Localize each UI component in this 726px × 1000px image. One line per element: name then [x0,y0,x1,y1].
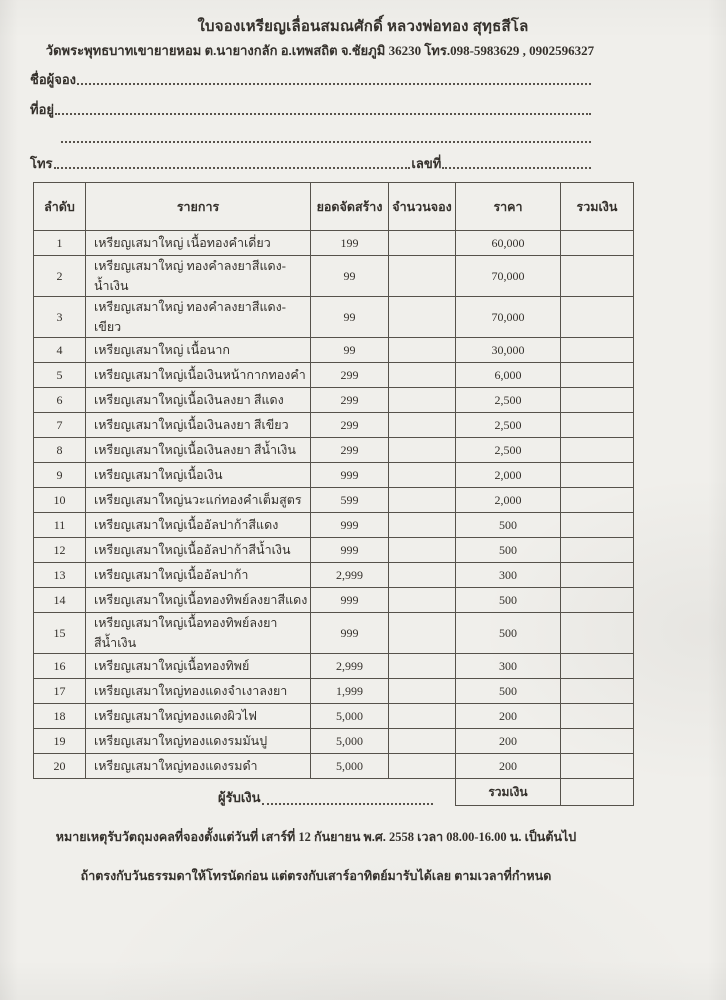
table-row [34,563,634,588]
phone-writein-line [54,167,411,169]
cell-item: เหรียญเสมาใหญ่เนื้ออัลปาก้าสีแดง [86,513,311,538]
cell-total [561,729,634,754]
cell-price: 200 [456,704,561,729]
table-row [34,463,634,488]
table-row [34,729,634,754]
cell-booked-qty [389,413,456,438]
cell-item: เหรียญเสมาใหญ่เนื้อทองทิพย์ [86,654,311,679]
cell-price: 200 [456,729,561,754]
cell-made-qty: 2,999 [311,563,389,588]
cell-index: 2 [34,256,86,297]
orderer-address-writein-line [55,113,591,115]
cell-price: 300 [456,654,561,679]
cell-booked-qty [389,363,456,388]
cell-price: 500 [456,513,561,538]
cell-booked-qty [389,654,456,679]
cell-total [561,438,634,463]
pickup-note: หมายเหตุรับวัตถุมงคลที่จองตั้งแต่วันที่ เสาร์ที่ 12 กันยายน พ.ศ. 2558 เวลา 08.00-16.00 น. เป็นต้นไป [55,830,577,844]
cell-total [561,563,634,588]
cell-index: 19 [34,729,86,754]
cell-index: 3 [34,297,86,338]
cell-item: เหรียญเสมาใหญ่ เนื้อทองคำเดี่ยว [86,231,311,256]
cell-item: เหรียญเสมาใหญ่เนื้ออัลปาก้าสีน้ำเงิน [86,538,311,563]
cell-made-qty: 599 [311,488,389,513]
temple-address-line: วัดพระพุทธบาทเขายายหอม ต.นายางกลัก อ.เทพสถิต จ.ชัยภูมิ 36230 โทร.098-5983629 , 0902596327 [45,43,595,58]
cell-item: เหรียญเสมาใหญ่ทองแดงจำเงาลงยา [86,679,311,704]
cell-item: เหรียญเสมาใหญ่นวะแก่ทองคำเต็มสูตร [86,488,311,513]
cell-index: 16 [34,654,86,679]
cell-index: 4 [34,338,86,363]
orderer-name-writein-line [77,83,591,85]
cell-booked-qty [389,563,456,588]
cell-index: 7 [34,413,86,438]
cell-index: 6 [34,388,86,413]
cell-booked-qty [389,729,456,754]
table-row [34,413,634,438]
col-header-price: ราคา [456,183,561,231]
cell-made-qty: 999 [311,588,389,613]
cell-price: 2,500 [456,388,561,413]
cell-made-qty: 5,000 [311,704,389,729]
cell-made-qty: 199 [311,231,389,256]
cell-booked-qty [389,488,456,513]
weekday-note: ถ้าตรงกับวันธรรมดาให้โทรนัดก่อน แต่ตรงกับเสาร์อาทิตย์มารับได้เลย ตามเวลาที่กำหนด [80,869,552,883]
cell-item: เหรียญเสมาใหญ่เนื้อทองทิพย์ลงยาสีน้ำเงิน [86,613,311,654]
cell-price: 30,000 [456,338,561,363]
cell-price: 500 [456,679,561,704]
cell-total [561,588,634,613]
table-row [34,654,634,679]
cell-made-qty: 299 [311,363,389,388]
col-header-total: รวมเงิน [561,183,634,231]
table-row [34,231,634,256]
table-row [34,338,634,363]
cell-price: 2,000 [456,488,561,513]
cell-item: เหรียญเสมาใหญ่เนื้อเงินลงยา สีเขียว [86,413,311,438]
cell-item: เหรียญเสมาใหญ่เนื้อทองทิพย์ลงยาสีแดง [86,588,311,613]
table-row [34,513,634,538]
table-row [34,297,634,338]
cell-made-qty: 299 [311,413,389,438]
cell-made-qty: 5,000 [311,754,389,779]
money-receiver-label: ผู้รับเงิน [218,790,261,805]
cell-index: 12 [34,538,86,563]
cell-price: 6,000 [456,363,561,388]
cell-booked-qty [389,463,456,488]
cell-item: เหรียญเสมาใหญ่เนื้อเงิน [86,463,311,488]
cell-made-qty: 999 [311,613,389,654]
cell-made-qty: 2,999 [311,654,389,679]
cell-index: 1 [34,231,86,256]
cell-made-qty: 5,000 [311,729,389,754]
cell-item: เหรียญเสมาใหญ่ ทองคำลงยาสีแดง-น้ำเงิน [86,256,311,297]
table-row [34,438,634,463]
grand-total-value [561,779,634,806]
cell-made-qty: 99 [311,256,389,297]
cell-booked-qty [389,588,456,613]
cell-item: เหรียญเสมาใหญ่เนื้ออัลปาก้า [86,563,311,588]
cell-booked-qty [389,231,456,256]
cell-total [561,338,634,363]
cell-booked-qty [389,613,456,654]
cell-total [561,256,634,297]
order-table [33,182,634,806]
cell-index: 9 [34,463,86,488]
cell-index: 17 [34,679,86,704]
cell-total [561,513,634,538]
table-row [34,754,634,779]
cell-booked-qty [389,704,456,729]
grand-total-label: รวมเงิน [456,779,561,806]
cell-made-qty: 999 [311,463,389,488]
cell-booked-qty [389,679,456,704]
cell-booked-qty [389,338,456,363]
cell-total [561,679,634,704]
cell-booked-qty [389,513,456,538]
phone-label: โทร [30,156,53,172]
cell-booked-qty [389,388,456,413]
cell-made-qty: 99 [311,297,389,338]
form-title: ใบจองเหรียญเลื่อนสมณศักดิ์ หลวงพ่อทอง สุทฺธสีโล [197,19,529,35]
cell-item: เหรียญเสมาใหญ่ทองแดงผิวไฟ [86,704,311,729]
table-row [34,256,634,297]
cell-made-qty: 1,999 [311,679,389,704]
cell-booked-qty [389,438,456,463]
cell-total [561,538,634,563]
orderer-address-label: ที่อยู่ [30,102,54,118]
phone-field [30,150,592,172]
doc-number-label: เลขที่ [411,156,442,172]
col-header-booked: จำนวนจอง [389,183,456,231]
cell-price: 300 [456,563,561,588]
cell-total [561,388,634,413]
cell-item: เหรียญเสมาใหญ่ ทองคำลงยาสีแดง-เขียว [86,297,311,338]
cell-made-qty: 299 [311,438,389,463]
cell-booked-qty [389,538,456,563]
cell-index: 14 [34,588,86,613]
cell-index: 5 [34,363,86,388]
cell-item: เหรียญเสมาใหญ่ทองแดงรมดำ [86,754,311,779]
cell-total [561,363,634,388]
cell-index: 13 [34,563,86,588]
cell-price: 70,000 [456,256,561,297]
table-row [34,704,634,729]
order-table-header [34,183,634,231]
orderer-name-field [30,66,592,88]
col-header-made: ยอดจัดสร้าง [311,183,389,231]
address-continuation-writein-line [61,141,591,143]
cell-price: 60,000 [456,231,561,256]
cell-price: 2,500 [456,438,561,463]
address-continuation-field [60,124,592,146]
money-receiver-field [218,786,434,808]
cell-total [561,463,634,488]
cell-item: เหรียญเสมาใหญ่เนื้อเงินลงยา สีน้ำเงิน [86,438,311,463]
cell-index: 10 [34,488,86,513]
orderer-address-field [30,96,592,118]
order-table-body [34,231,634,779]
cell-item: เหรียญเสมาใหญ่ทองแดงรมมันปู [86,729,311,754]
cell-index: 8 [34,438,86,463]
table-row [34,538,634,563]
cell-booked-qty [389,256,456,297]
money-receiver-signature-line [262,803,433,805]
cell-item: เหรียญเสมาใหญ่เนื้อเงินหน้ากากทองคำ [86,363,311,388]
cell-item: เหรียญเสมาใหญ่เนื้อเงินลงยา สีแดง [86,388,311,413]
table-row [34,679,634,704]
table-row [34,388,634,413]
cell-made-qty: 299 [311,388,389,413]
cell-item: เหรียญเสมาใหญ่ เนื้อนาก [86,338,311,363]
cell-total [561,488,634,513]
cell-price: 2,000 [456,463,561,488]
cell-booked-qty [389,754,456,779]
cell-total [561,231,634,256]
cell-made-qty: 999 [311,538,389,563]
cell-price: 200 [456,754,561,779]
cell-total [561,754,634,779]
col-header-item: รายการ [86,183,311,231]
cell-total [561,413,634,438]
cell-price: 2,500 [456,413,561,438]
cell-price: 500 [456,613,561,654]
table-row [34,588,634,613]
cell-total [561,704,634,729]
cell-total [561,654,634,679]
table-row [34,613,634,654]
cell-made-qty: 999 [311,513,389,538]
doc-number-writein-line [442,167,591,169]
cell-price: 500 [456,538,561,563]
cell-price: 70,000 [456,297,561,338]
cell-made-qty: 99 [311,338,389,363]
orderer-name-label: ชื่อผู้จอง [30,72,77,88]
cell-booked-qty [389,297,456,338]
cell-index: 15 [34,613,86,654]
cell-index: 18 [34,704,86,729]
col-header-index: ลำดับ [34,183,86,231]
table-row [34,488,634,513]
cell-index: 11 [34,513,86,538]
cell-total [561,613,634,654]
cell-total [561,297,634,338]
cell-index: 20 [34,754,86,779]
cell-price: 500 [456,588,561,613]
table-row [34,363,634,388]
